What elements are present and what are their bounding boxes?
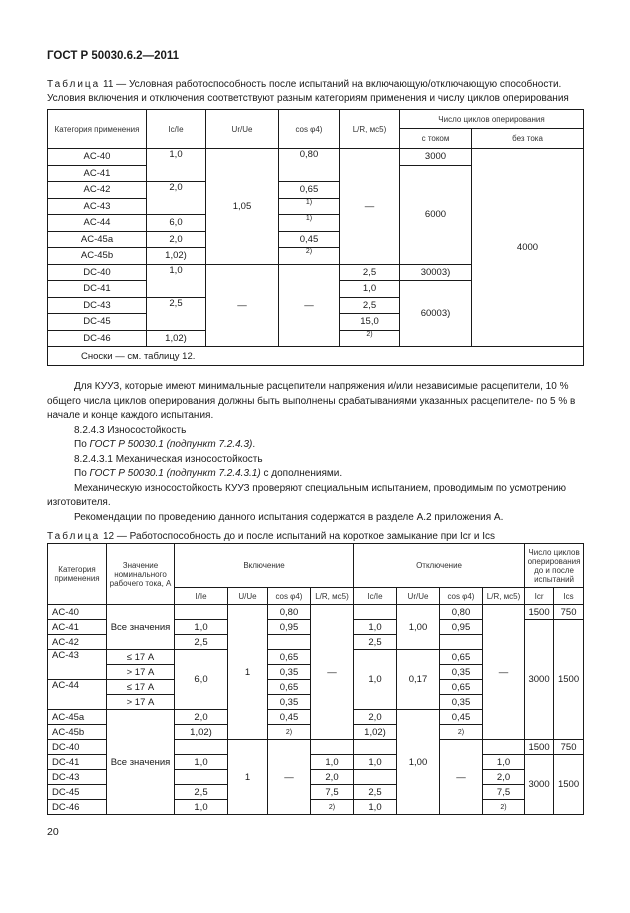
- t11-lr-ac: —: [340, 149, 400, 265]
- t12-cat: DC-40: [48, 740, 107, 755]
- t11-ic: 2,5: [147, 297, 206, 330]
- t12-cosb: 2): [440, 725, 483, 740]
- t12-dc41-icr: 3000: [525, 755, 554, 815]
- t12-cos: 0,65: [268, 650, 311, 665]
- t12-cos: 0,45: [268, 710, 311, 725]
- table12-caption-text: — Работоспособность до и после испытаний на короткое замыкание при Icr и Ics: [114, 531, 496, 542]
- t12-lr-ac: —: [311, 605, 354, 740]
- t12-cosb: 0,35: [440, 695, 483, 710]
- t11-ic: 1,02): [147, 248, 206, 265]
- t11-cat: AC-40: [48, 149, 147, 166]
- t11-cat: DC-41: [48, 281, 147, 298]
- t12-ii: 6,0: [175, 650, 228, 710]
- t11-h-cycles: Число циклов оперирования: [400, 110, 584, 129]
- table11-label: Таблица: [47, 79, 101, 90]
- t11-ic: 1,02): [147, 330, 206, 347]
- t12-cos: 0,65: [268, 680, 311, 695]
- t12-lrb: 2): [483, 800, 525, 815]
- t12-ic: 1,0: [354, 650, 397, 710]
- t12-cat: AC-42: [48, 635, 107, 650]
- t12-cos: 0,35: [268, 695, 311, 710]
- t11-cos: 0,80: [279, 149, 340, 182]
- t12-cat: AC-41: [48, 620, 107, 635]
- t12-ic: 2,5: [354, 635, 397, 650]
- table12-label: Таблица: [47, 531, 101, 542]
- t11-with-dc43: 60003): [400, 281, 472, 347]
- t11-h-category: Категория применения: [48, 110, 147, 149]
- t12-rated-all: Все значения: [107, 605, 175, 650]
- t11-cat: AC-45b: [48, 248, 147, 265]
- table11-caption-line2: Условия включения и отключения соответствуют разным категориям применения и числу циклов оперирования: [47, 92, 569, 104]
- t12-cosb-dc: —: [440, 740, 483, 815]
- t12-rated-le17: ≤ 17 А: [107, 680, 175, 695]
- t12-cos: 2): [268, 725, 311, 740]
- t12-cosb: 0,65: [440, 680, 483, 695]
- t12-ic: 1,0: [354, 755, 397, 770]
- t12-h-break: Отключение: [354, 544, 525, 588]
- t11-ur-ac: 1,05: [206, 149, 279, 265]
- t11-cat: DC-46: [48, 330, 147, 347]
- t12-rated-all: Все значения: [107, 710, 175, 815]
- t11-with-ac40: 3000: [400, 149, 472, 166]
- t11-cat: DC-43: [48, 297, 147, 314]
- t12-rated-le17: ≤ 17 А: [107, 650, 175, 665]
- table11-number: 11: [103, 79, 114, 90]
- t12-ii: 2,0: [175, 710, 228, 725]
- t12-cat: DC-45: [48, 785, 107, 800]
- t12-ii: [175, 770, 228, 785]
- table11-caption: [47, 78, 569, 105]
- t12-cosb: 0,95: [440, 620, 483, 635]
- t12-ur-ac: 1,00: [397, 605, 440, 650]
- t12-h-ur-ue: Ur/Ue: [397, 588, 440, 605]
- ref-suffix: с дополнениями.: [260, 468, 343, 479]
- t12-ii: 2,5: [175, 635, 228, 650]
- t12-lr: 2): [311, 800, 354, 815]
- section-heading: 8.2.4.3 Износостойкость: [74, 424, 187, 436]
- t11-h-cos: cos φ4): [279, 110, 340, 149]
- table-row: [48, 605, 584, 620]
- t12-h-lr-b: L/R, мс5): [483, 588, 525, 605]
- t12-ic: [354, 770, 397, 785]
- t11-lr: 2,5: [340, 297, 400, 314]
- t11-cat: AC-43: [48, 198, 147, 215]
- table-11: [47, 109, 584, 366]
- t11-cat: AC-45a: [48, 231, 147, 248]
- t12-u-ue: 1: [228, 605, 268, 740]
- t12-cosb: 0,45: [440, 710, 483, 725]
- t11-footnote: Сноски — см. таблицу 12.: [48, 347, 584, 366]
- t11-h-ur-ue: Ur/Ue: [206, 110, 279, 149]
- t11-lr: 2,5: [340, 264, 400, 281]
- t11-with-dc40: 30003): [400, 264, 472, 281]
- t12-ac40-icr: 1500: [525, 605, 554, 620]
- document-header: ГОСТ Р 50030.6.2—2011: [47, 50, 180, 62]
- t12-ac41-icr: 3000: [525, 620, 554, 740]
- t11-cos: 1): [279, 198, 340, 215]
- table11-caption-text: — Условная работоспособность после испытаний на включающую/отключающую способности.: [113, 79, 562, 90]
- t11-cat: AC-44: [48, 215, 147, 232]
- t11-cos: 0,65: [279, 182, 340, 199]
- section-heading: 8.2.4.3.1 Механическая износостойкость: [74, 453, 263, 465]
- t12-ii: 1,0: [175, 755, 228, 770]
- t12-ii: 2,5: [175, 785, 228, 800]
- t12-ic: 2,0: [354, 710, 397, 725]
- t11-cos: 2): [279, 248, 340, 265]
- t12-lrb-ac: —: [483, 605, 525, 740]
- t12-lrb: 7,5: [483, 785, 525, 800]
- t12-dc40-icr: 1500: [525, 740, 554, 755]
- paragraph: Для КУУЗ, которые имеют минимальные расцепители напряжения и/или независимые расцепители, 10 % общего числа циклов оперирования должны быть выполнены срабатываниями указанных расцепителе- по 5 % в начале и конце каждого испытания.: [47, 381, 576, 421]
- t12-h-icr: Icr: [525, 588, 554, 605]
- t12-cos-dc: —: [268, 740, 311, 815]
- t12-cosb: 0,35: [440, 665, 483, 680]
- t12-rated-gt17: > 17 А: [107, 665, 175, 680]
- t12-cosb: 0,80: [440, 605, 483, 620]
- t12-cosb: [440, 635, 483, 650]
- t12-cat: AC-45b: [48, 725, 107, 740]
- t12-ac40-ics: 750: [554, 605, 584, 620]
- t12-cosb: 0,65: [440, 650, 483, 665]
- t11-ic: 2,0: [147, 231, 206, 248]
- t12-u-ue-dc: 1: [228, 740, 268, 815]
- t11-cat: AC-41: [48, 165, 147, 182]
- t12-lrb: 1,0: [483, 755, 525, 770]
- table12-caption: [47, 530, 495, 544]
- paragraph: Механическую износостойкость КУУЗ проверяют специальным испытанием, проводимым по усмотрению изготовителя.: [47, 482, 567, 508]
- t11-ic: 6,0: [147, 215, 206, 232]
- page-number: 20: [47, 826, 59, 838]
- t12-ic: 1,0: [354, 800, 397, 815]
- t12-cat: DC-41: [48, 755, 107, 770]
- ref-prefix: По: [74, 468, 90, 479]
- t12-ic: 1,02): [354, 725, 397, 740]
- paragraph: [47, 438, 583, 453]
- t12-ii: 1,0: [175, 800, 228, 815]
- t11-ic: 1,0: [147, 149, 206, 182]
- paragraph: Рекомендации по проведению данного испытания содержатся в разделе А.2 приложения А.: [74, 511, 504, 523]
- t12-h-ic-ie: Ic/Ie: [354, 588, 397, 605]
- t11-h-without-current: без тока: [472, 129, 584, 149]
- t12-cos: 0,95: [268, 620, 311, 635]
- t12-lr: 1,0: [311, 755, 354, 770]
- t12-cat: AC-44: [48, 680, 107, 710]
- t12-ur-dc: 1,00: [397, 710, 440, 815]
- t11-cat: DC-45: [48, 314, 147, 331]
- t11-lr: 1,0: [340, 281, 400, 298]
- t11-ic: 2,0: [147, 182, 206, 215]
- ref-prefix: По: [74, 439, 90, 450]
- t12-cat: AC-45a: [48, 710, 107, 725]
- t12-h-make: Включение: [175, 544, 354, 588]
- t12-cat: DC-43: [48, 770, 107, 785]
- t12-lr: [311, 740, 354, 755]
- t11-h-ic-ie: Ic/Ie: [147, 110, 206, 149]
- standard-reference: ГОСТ Р 50030.1 (подпункт 7.2.4.3.1): [89, 468, 261, 479]
- t12-h-i-ie: I/Ie: [175, 588, 228, 605]
- t12-ii: [175, 740, 228, 755]
- table-row: [48, 149, 584, 166]
- t12-cat: AC-43: [48, 650, 107, 680]
- t11-cat: AC-42: [48, 182, 147, 199]
- t12-h-category: Категория применения: [48, 544, 107, 605]
- t12-cos: 0,35: [268, 665, 311, 680]
- t12-rated-gt17: > 17 А: [107, 695, 175, 710]
- t12-ic: 1,0: [354, 620, 397, 635]
- t12-ac41-ics: 1500: [554, 620, 584, 740]
- t11-cat: DC-40: [48, 264, 147, 281]
- t12-lrb: [483, 740, 525, 755]
- t11-lr: 2): [340, 330, 400, 347]
- t12-h-ics: Ics: [554, 588, 584, 605]
- ref-suffix: .: [252, 439, 256, 450]
- t11-cos: 1): [279, 215, 340, 232]
- paragraph: [47, 467, 583, 482]
- t11-ur-dc: —: [206, 264, 279, 347]
- t12-cos: 0,80: [268, 605, 311, 620]
- standard-reference: ГОСТ Р 50030.1 (подпункт 7.2.4.3): [89, 439, 253, 450]
- t12-ii: 1,02): [175, 725, 228, 740]
- t12-lr: 2,0: [311, 770, 354, 785]
- t12-ic: 2,5: [354, 785, 397, 800]
- t12-ic: [354, 740, 397, 755]
- t12-h-cos: cos φ4): [268, 588, 311, 605]
- t11-cos: 0,45: [279, 231, 340, 248]
- t12-ii: 1,0: [175, 620, 228, 635]
- t12-h-rated: Значение номинального рабочего тока, А: [107, 544, 175, 605]
- t12-cat: AC-40: [48, 605, 107, 620]
- t12-dc41-ics: 1500: [554, 755, 584, 815]
- t12-cat: DC-46: [48, 800, 107, 815]
- t12-h-cycles: Число циклов оперирования до и после испытаний: [525, 544, 584, 588]
- t12-ii: [175, 605, 228, 620]
- table-12: [47, 543, 584, 815]
- t11-ic: 1,0: [147, 264, 206, 297]
- t11-h-lr: L/R, мс5): [340, 110, 400, 149]
- t12-ic: [354, 605, 397, 620]
- table12-number: 12: [103, 531, 115, 542]
- t11-cos-dc: —: [279, 264, 340, 347]
- t12-ur-ac43: 0,17: [397, 650, 440, 710]
- t12-cos: [268, 635, 311, 650]
- t12-dc40-ics: 750: [554, 740, 584, 755]
- body-text: [47, 380, 583, 525]
- t12-lrb: 2,0: [483, 770, 525, 785]
- t11-h-with-current: с током: [400, 129, 472, 149]
- t12-h-u-ue: U/Ue: [228, 588, 268, 605]
- t11-lr: 15,0: [340, 314, 400, 331]
- t11-without: 4000: [472, 149, 584, 347]
- t12-lr: 7,5: [311, 785, 354, 800]
- t12-h-lr: L/R, мс5): [311, 588, 354, 605]
- t11-with-ac44: 6000: [400, 165, 472, 264]
- t12-h-cos-b: cos φ4): [440, 588, 483, 605]
